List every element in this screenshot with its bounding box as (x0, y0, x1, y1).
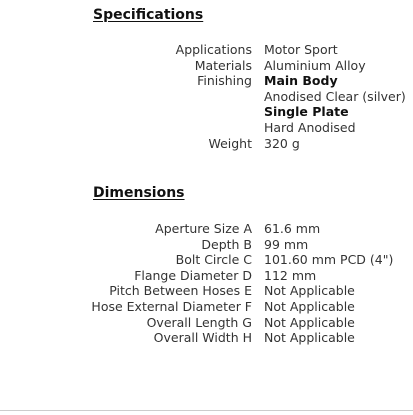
dim-label: Depth B (201, 236, 252, 252)
dim-label: Overall Length G (146, 314, 252, 330)
dim-row (0, 299, 393, 315)
finishing-single-plate-value: Hard Anodised (264, 119, 356, 135)
spec-label: Materials (194, 57, 252, 73)
finishing-single-plate-heading: Single Plate (264, 104, 349, 120)
finishing-main-body-value: Anodised Clear (silver) (264, 88, 406, 104)
dim-row (0, 252, 393, 268)
dimensions-table (0, 221, 393, 346)
dim-row (0, 268, 393, 284)
finishing-main-body-heading: Main Body (264, 73, 338, 89)
spec-row-finishing (0, 73, 406, 135)
dim-row (0, 283, 393, 299)
dim-value: Not Applicable (264, 314, 355, 330)
spec-label: Applications (175, 42, 252, 57)
dim-row (0, 221, 393, 237)
dim-label: Bolt Circle C (175, 252, 252, 268)
specifications-table (0, 42, 406, 151)
spec-value-finishing (264, 73, 406, 135)
dim-value: Not Applicable (264, 298, 355, 314)
dim-value: Not Applicable (264, 330, 355, 346)
dim-value: 61.6 mm (264, 221, 321, 236)
dim-label: Flange Diameter D (134, 267, 252, 283)
dim-label: Pitch Between Hoses E (109, 283, 252, 299)
dim-label: Overall Width H (153, 330, 252, 346)
spec-row-materials (0, 58, 406, 74)
spec-label: Weight (208, 135, 252, 151)
spec-value: Motor Sport (264, 42, 338, 57)
dim-row (0, 315, 393, 331)
dim-row (0, 237, 393, 253)
footer-divider (0, 410, 413, 411)
spec-row-weight (0, 136, 406, 152)
dim-value: 112 mm (264, 267, 317, 283)
dim-row (0, 330, 393, 346)
spec-value: 320 g (264, 135, 300, 151)
spec-value: Aluminium Alloy (264, 57, 366, 73)
spec-row-applications (0, 42, 406, 58)
dim-value: Not Applicable (264, 283, 355, 299)
dim-label: Hose External Diameter F (91, 298, 252, 314)
dim-value: 101.60 mm PCD (4") (264, 252, 394, 268)
dimensions-heading: Dimensions (93, 185, 185, 201)
dim-label: Aperture Size A (155, 221, 252, 236)
dim-value: 99 mm (264, 236, 309, 252)
spec-label: Finishing (197, 73, 252, 89)
specifications-heading: Specifications (93, 7, 204, 23)
